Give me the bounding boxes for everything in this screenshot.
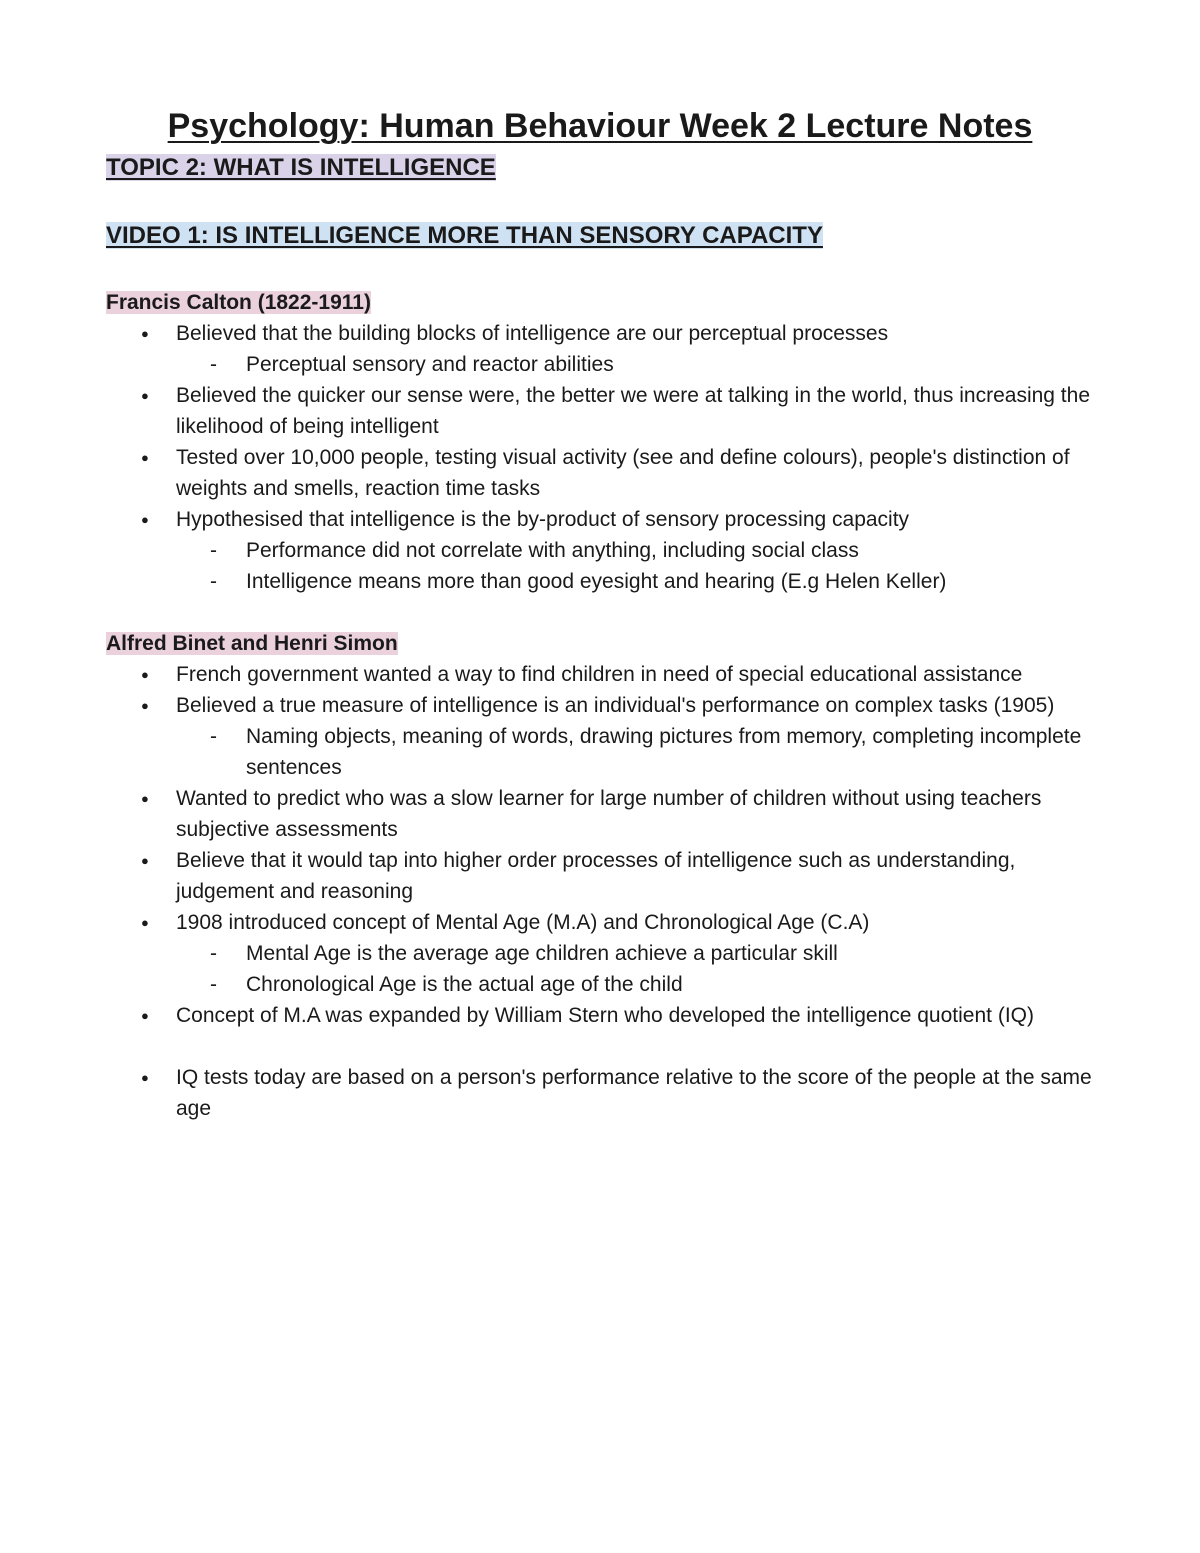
sub-list-item: - Naming objects, meaning of words, drawing pictures from memory, completing incomplete sentences: [176, 721, 1096, 783]
sub-list: [176, 938, 1096, 1000]
sub-list-item: - Perceptual sensory and reactor abilities: [176, 349, 1096, 380]
list-item: ● Concept of M.A was expanded by William Stern who developed the intelligence quotient (IQ): [106, 1000, 1096, 1031]
document-body: [106, 152, 1096, 1124]
sub-list: [176, 721, 1096, 783]
list-item: ● Hypothesised that intelligence is the by-product of sensory processing capacity - Performance did not correlate with anything, including social class - Intelligence means more than good eyesight and hearing (E.g Helen Keller): [106, 504, 1096, 597]
sub-list-item: - Mental Age is the average age children achieve a particular skill: [176, 938, 1096, 969]
list-item: ● French government wanted a way to find children in need of special educational assistance: [106, 659, 1096, 690]
list-item: ● IQ tests today are based on a person's performance relative to the score of the people at the same age: [106, 1062, 1096, 1124]
video-heading: VIDEO 1: IS INTELLIGENCE MORE THAN SENSORY CAPACITY: [106, 222, 823, 249]
topic-heading: TOPIC 2: WHAT IS INTELLIGENCE: [106, 154, 496, 181]
sub-list: [176, 535, 1096, 597]
bullet-list: [106, 318, 1096, 597]
bullet-list: [106, 659, 1096, 1031]
page-title: Psychology: Human Behaviour Week 2 Lecture Notes: [167, 107, 1033, 145]
sub-list-item: - Chronological Age is the actual age of the child: [176, 969, 1096, 1000]
bullet-list: [106, 1062, 1096, 1124]
list-item: ● 1908 introduced concept of Mental Age (M.A) and Chronological Age (C.A) - Mental Age is the average age children achieve a particular skill - Chronological Age is the actual age of the child: [106, 907, 1096, 1000]
list-item: ● Believed a true measure of intelligence is an individual's performance on complex tasks (1905) - Naming objects, meaning of words, drawing pictures from memory, completing incomplete sentences: [106, 690, 1096, 783]
list-item: ● Believe that it would tap into higher order processes of intelligence such as understanding, judgement and reasoning: [106, 845, 1096, 907]
list-item: ● Believed that the building blocks of intelligence are our perceptual processes - Perceptual sensory and reactor abilities: [106, 318, 1096, 380]
sub-list: [176, 349, 1096, 380]
list-item: ● Tested over 10,000 people, testing visual activity (see and define colours), people's distinction of weights and smells, reaction time tasks: [106, 442, 1096, 504]
list-item: ● Believed the quicker our sense were, the better we were at talking in the world, thus increasing the likelihood of being intelligent: [106, 380, 1096, 442]
section-heading-francis-calton: Francis Calton (1822-1911): [106, 291, 371, 314]
sub-list-item: - Intelligence means more than good eyesight and hearing (E.g Helen Keller): [176, 566, 1096, 597]
blank-line: [106, 1031, 1096, 1062]
section-heading-binet-simon: Alfred Binet and Henri Simon: [106, 632, 398, 655]
list-item: ● Wanted to predict who was a slow learner for large number of children without using teachers subjective assessments: [106, 783, 1096, 845]
sub-list-item: - Performance did not correlate with anything, including social class: [176, 535, 1096, 566]
